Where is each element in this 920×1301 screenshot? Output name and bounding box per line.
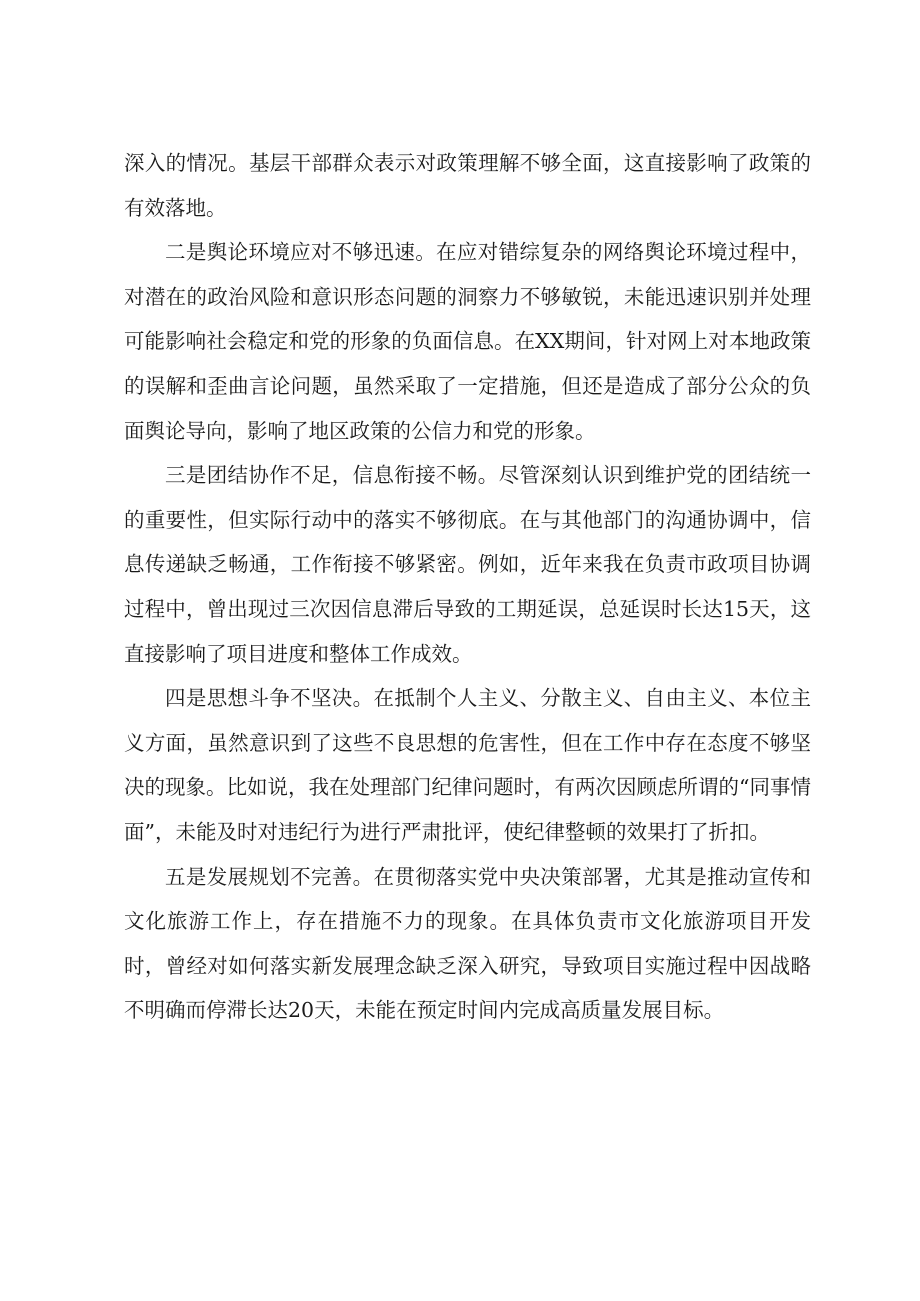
paragraph-teamwork: 三是团结协作不足，信息衔接不畅。尽管深刻认识到维护党的团结统一的重要性，但实际行动中的落实不够彻底。在与其他部门的沟通协调中，信息传递缺乏畅通，工作衔接不够紧密。例如，近年来我在负责市政项目协调过程中，曾出现过三次因信息滞后导致的工期延误，总延误时长达15天，这直接影响了项目进度和整体工作成效。 <box>124 463 811 666</box>
paragraph-development-planning: 五是发展规划不完善。在贯彻落实党中央决策部署，尤其是推动宣传和文化旅游工作上，存在措施不力的现象。在具体负责市文化旅游项目开发时，曾经对如何落实新发展理念缺乏深入研究，导致项目实施过程中因战略不明确而停滞长达20天，未能在预定时间内完成高质量发展目标。 <box>124 864 811 1023</box>
document-body <box>124 141 811 1033</box>
paragraph-ideological-struggle: 四是思想斗争不坚决。在抵制个人主义、分散主义、自由主义、本位主义方面，虽然意识到了这些不良思想的危害性，但在工作中存在态度不够坚决的现象。比如说，我在处理部门纪律问题时，有两次因顾虑所谓的“同事情面”，未能及时对违纪行为进行严肃批评，使纪律整顿的效果打了折扣。 <box>124 686 811 844</box>
paragraph-continuation: 深入的情况。基层干部群众表示对政策理解不够全面，这直接影响了政策的有效落地。 <box>124 151 811 220</box>
paragraph-public-opinion: 二是舆论环境应对不够迅速。在应对错综复杂的网络舆论环境过程中，对潜在的政治风险和意识形态问题的洞察力不够敏锐，未能迅速识别并处理可能影响社会稳定和党的形象的负面信息。在XX期间，针对网上对本地政策的误解和歪曲言论问题，虽然采取了一定措施，但还是造成了部分公众的负面舆论导向，影响了地区政策的公信力和党的形象。 <box>124 240 811 443</box>
